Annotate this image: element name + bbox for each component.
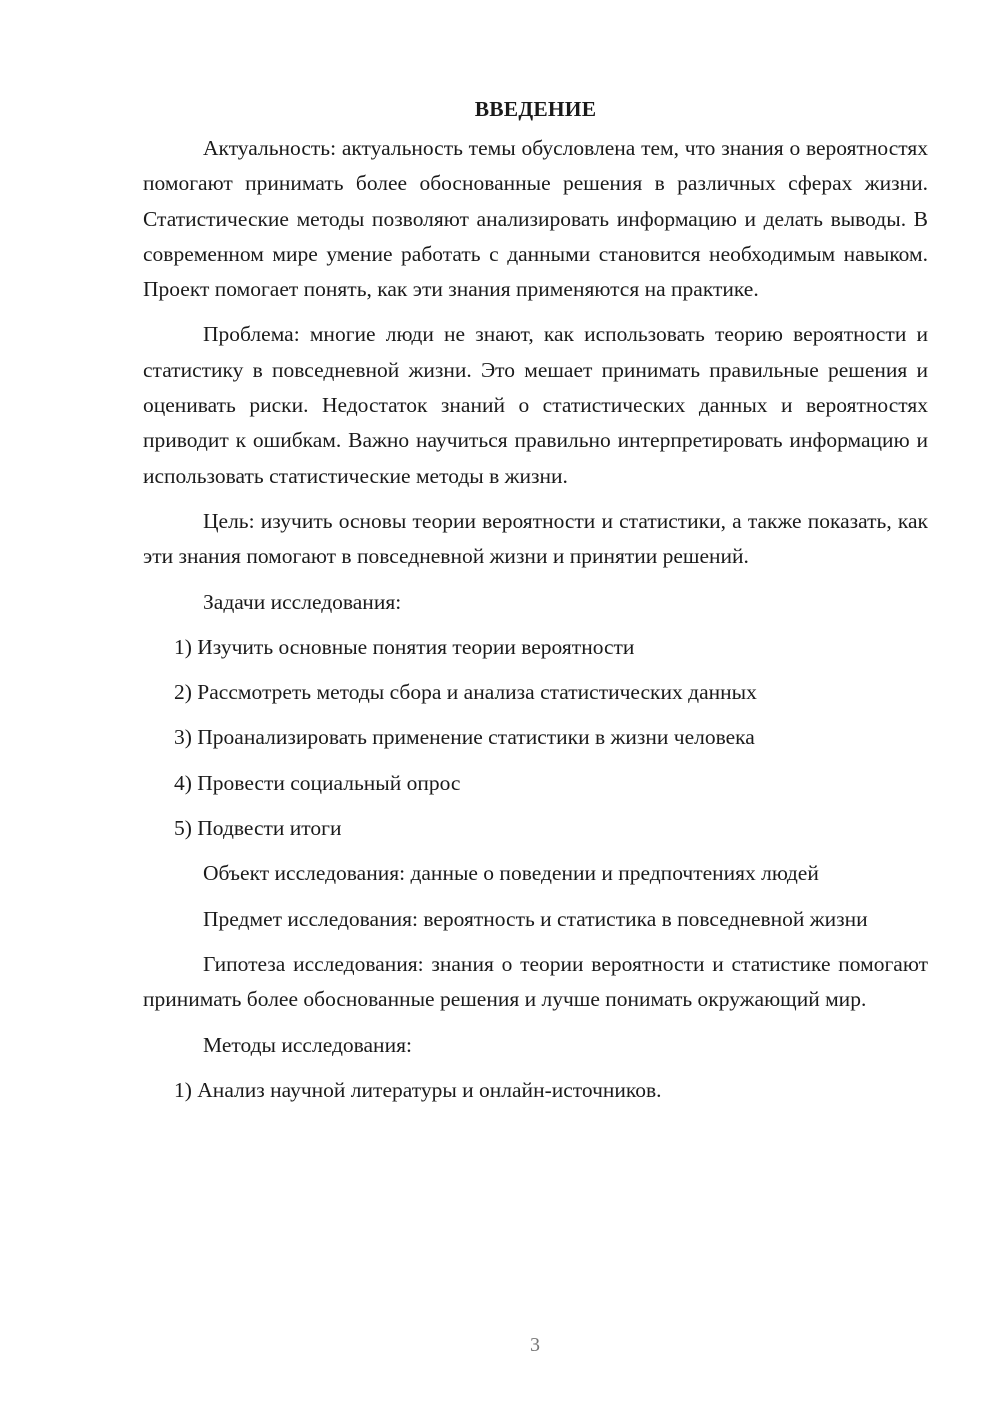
problem-paragraph: Проблема: многие люди не знают, как использовать теорию вероятности и статистику в повседневной жизни. Это мешает принимать правильные решения и оценивать риски. Недостаток знаний о статистических данных и вероятностях приводит к ошибкам. Важно научиться правильно интерпретировать информацию и использовать статистические методы в жизни. [143,322,928,488]
methods-heading: Методы исследования: [203,1032,412,1057]
goal-paragraph: Цель: изучить основы теории вероятности и статистики, а также показать, как эти знания помогают в повседневной жизни и принятии решений. [143,508,928,569]
task-item-1: 1) Изучить основные понятия теории вероятности [174,634,635,659]
relevance-paragraph: Актуальность: актуальность темы обусловлена тем, что знания о вероятностях помогают принимать более обоснованные решения в различных сферах жизни. Статистические методы позволяют анализировать информацию и делать выводы. В современном мире умение работать с данными становится необходимым навыком. Проект помогает понять, как эти знания применяются на практике. [143,136,928,302]
method-item-1: 1) Анализ научной литературы и онлайн-источников. [174,1077,662,1102]
subject-paragraph: Предмет исследования: вероятность и статистика в повседневной жизни [203,906,868,931]
tasks-heading: Задачи исследования: [203,589,402,614]
page-title: ВВЕДЕНИЕ [474,97,597,121]
object-paragraph: Объект исследования: данные о поведении и предпочтениях людей [203,861,819,886]
page-number: 3 [530,1334,540,1356]
task-item-2: 2) Рассмотреть методы сбора и анализа статистических данных [174,680,757,705]
task-item-3: 3) Проанализировать применение статистики в жизни человека [174,725,755,750]
task-item-4: 4) Провести социальный опрос [174,770,461,795]
hypothesis-paragraph: Гипотеза исследования: знания о теории вероятности и статистике помогают принимать более обоснованные решения и лучше понимать окружающий мир. [143,951,928,1012]
task-item-5: 5) Подвести итоги [174,816,342,841]
document-page [143,92,928,1118]
